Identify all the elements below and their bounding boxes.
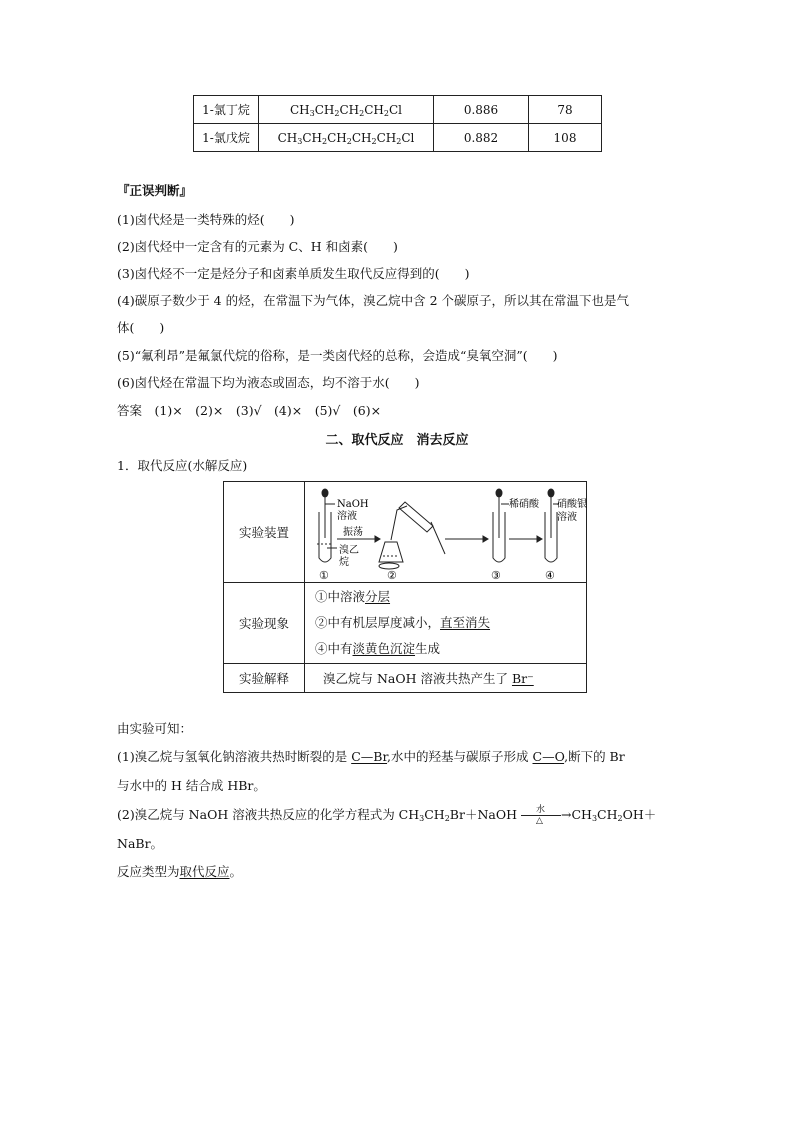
haloalkane-table [193, 95, 602, 152]
apparatus-diagram [305, 482, 587, 582]
table-row [194, 96, 602, 124]
bromoethane-label-1: 溴乙 [339, 545, 359, 556]
conclusion-p2-line2: NaBr。 [117, 836, 164, 851]
table-row [224, 583, 587, 664]
sub-title: 1．取代反应(水解反应) [117, 458, 248, 473]
bp-cell: 78 [529, 96, 602, 124]
dilute-acid-label: 稀硝酸 [509, 499, 539, 510]
bromoethane-label-2: 烷 [339, 557, 349, 568]
step-2-label: ② [387, 569, 397, 582]
arrow-2 [445, 536, 488, 542]
formula-cell: $CH_3CH_2CH_2CH_2CH_2Cl$ [259, 124, 434, 152]
table-row [224, 664, 587, 693]
apparatus-label: 实验装置 [224, 482, 305, 583]
shake-label: 振荡 [343, 527, 363, 538]
judge-item: 体( ) [117, 320, 165, 335]
table-row [224, 482, 587, 583]
formula-cell: $CH_3CH_2CH_2CH_2Cl$ [259, 96, 434, 124]
bp-cell: 108 [529, 124, 602, 152]
density-cell: 0.882 [434, 124, 529, 152]
judge-item: (3)卤代烃不一定是烃分子和卤素单质发生取代反应得到的( ) [117, 266, 470, 281]
apparatus-diagram-cell [305, 482, 587, 583]
judge-item: (6)卤代烃在常温下均为液态或固态，均不溶于水( ) [117, 375, 420, 390]
judge-heading: 『正误判断』 [117, 183, 193, 198]
judge-item: (4)碳原子数少于 4 的烃，在常温下为气体，溴乙烷中含 2 个碳原子，所以其在常温下也是气 [117, 293, 630, 308]
judge-item: (2)卤代烃中一定含有的元素为 C、H 和卤素( ) [117, 239, 398, 254]
naoh-label: NaOH [337, 499, 369, 510]
phenomenon-1: ①中溶液分层 [315, 589, 391, 604]
phenomenon-2: ②中有机层厚度减小，直至消失 [315, 615, 491, 630]
density-cell: 0.886 [434, 96, 529, 124]
silver-nitrate-label: 硝酸银 [557, 499, 587, 510]
reaction-arrow: → [560, 807, 572, 822]
step-1-label: ① [319, 569, 329, 582]
conclusion-p2: (2)溴乙烷与 NaOH 溶液共热反应的化学方程式为 $CH_3CH_2Br+NaOH$ $\frac{\text{水}}{\triangle}$ $\to CH_3CH_2OH+$ [117, 804, 657, 826]
judge-item: (5)“氟利昂”是氟氯代烷的俗称，是一类卤代烃的总称，会造成“臭氧空洞”( ) [117, 348, 558, 363]
judge-item: (1)卤代烃是一类特殊的烃( ) [117, 212, 295, 227]
phenomenon-label: 实验现象 [224, 583, 305, 664]
name-cell: 1-氯丁烷 [194, 96, 259, 124]
conclusion-p1-line2: 与水中的 H 结合成 HBr。 [117, 778, 266, 793]
phenomenon-cell [305, 583, 587, 664]
test-tube-3 [493, 489, 509, 562]
conclusion-intro: 由实验可知： [117, 721, 193, 736]
answer-line: 答案 (1)× (2)× (3)√ (4)× (5)√ (6)× [117, 403, 382, 418]
conclusion-p3: 反应类型为取代反应。 [117, 864, 243, 879]
phenomenon-3: ④中有淡黄色沉淀生成 [315, 641, 441, 656]
explanation-cell: 溴乙烷与 NaOH 溶液共热产生了 Br⁻ [305, 664, 587, 693]
conclusion-p1: (1)溴乙烷与氢氧化钠溶液共热时断裂的是 C—Br,水中的羟基与碳原子形成 C—O,断下的 Br [117, 749, 625, 764]
pouring-apparatus [379, 502, 445, 569]
experiment-table [223, 481, 587, 693]
reaction-condition: $\frac{\text{水}}{\triangle}$ [521, 808, 561, 824]
solution-label-1: 溶液 [337, 511, 357, 522]
arrow-3 [509, 536, 542, 542]
step-4-label: ④ [545, 569, 555, 582]
name-cell: 1-氯戊烷 [194, 124, 259, 152]
step-3-label: ③ [491, 569, 501, 582]
table-row [194, 124, 602, 152]
solution-label-2: 溶液 [557, 512, 577, 523]
explanation-label: 实验解释 [224, 664, 305, 693]
test-tube-1 [317, 489, 337, 562]
section-title: 二、取代反应 消去反应 [325, 433, 469, 448]
